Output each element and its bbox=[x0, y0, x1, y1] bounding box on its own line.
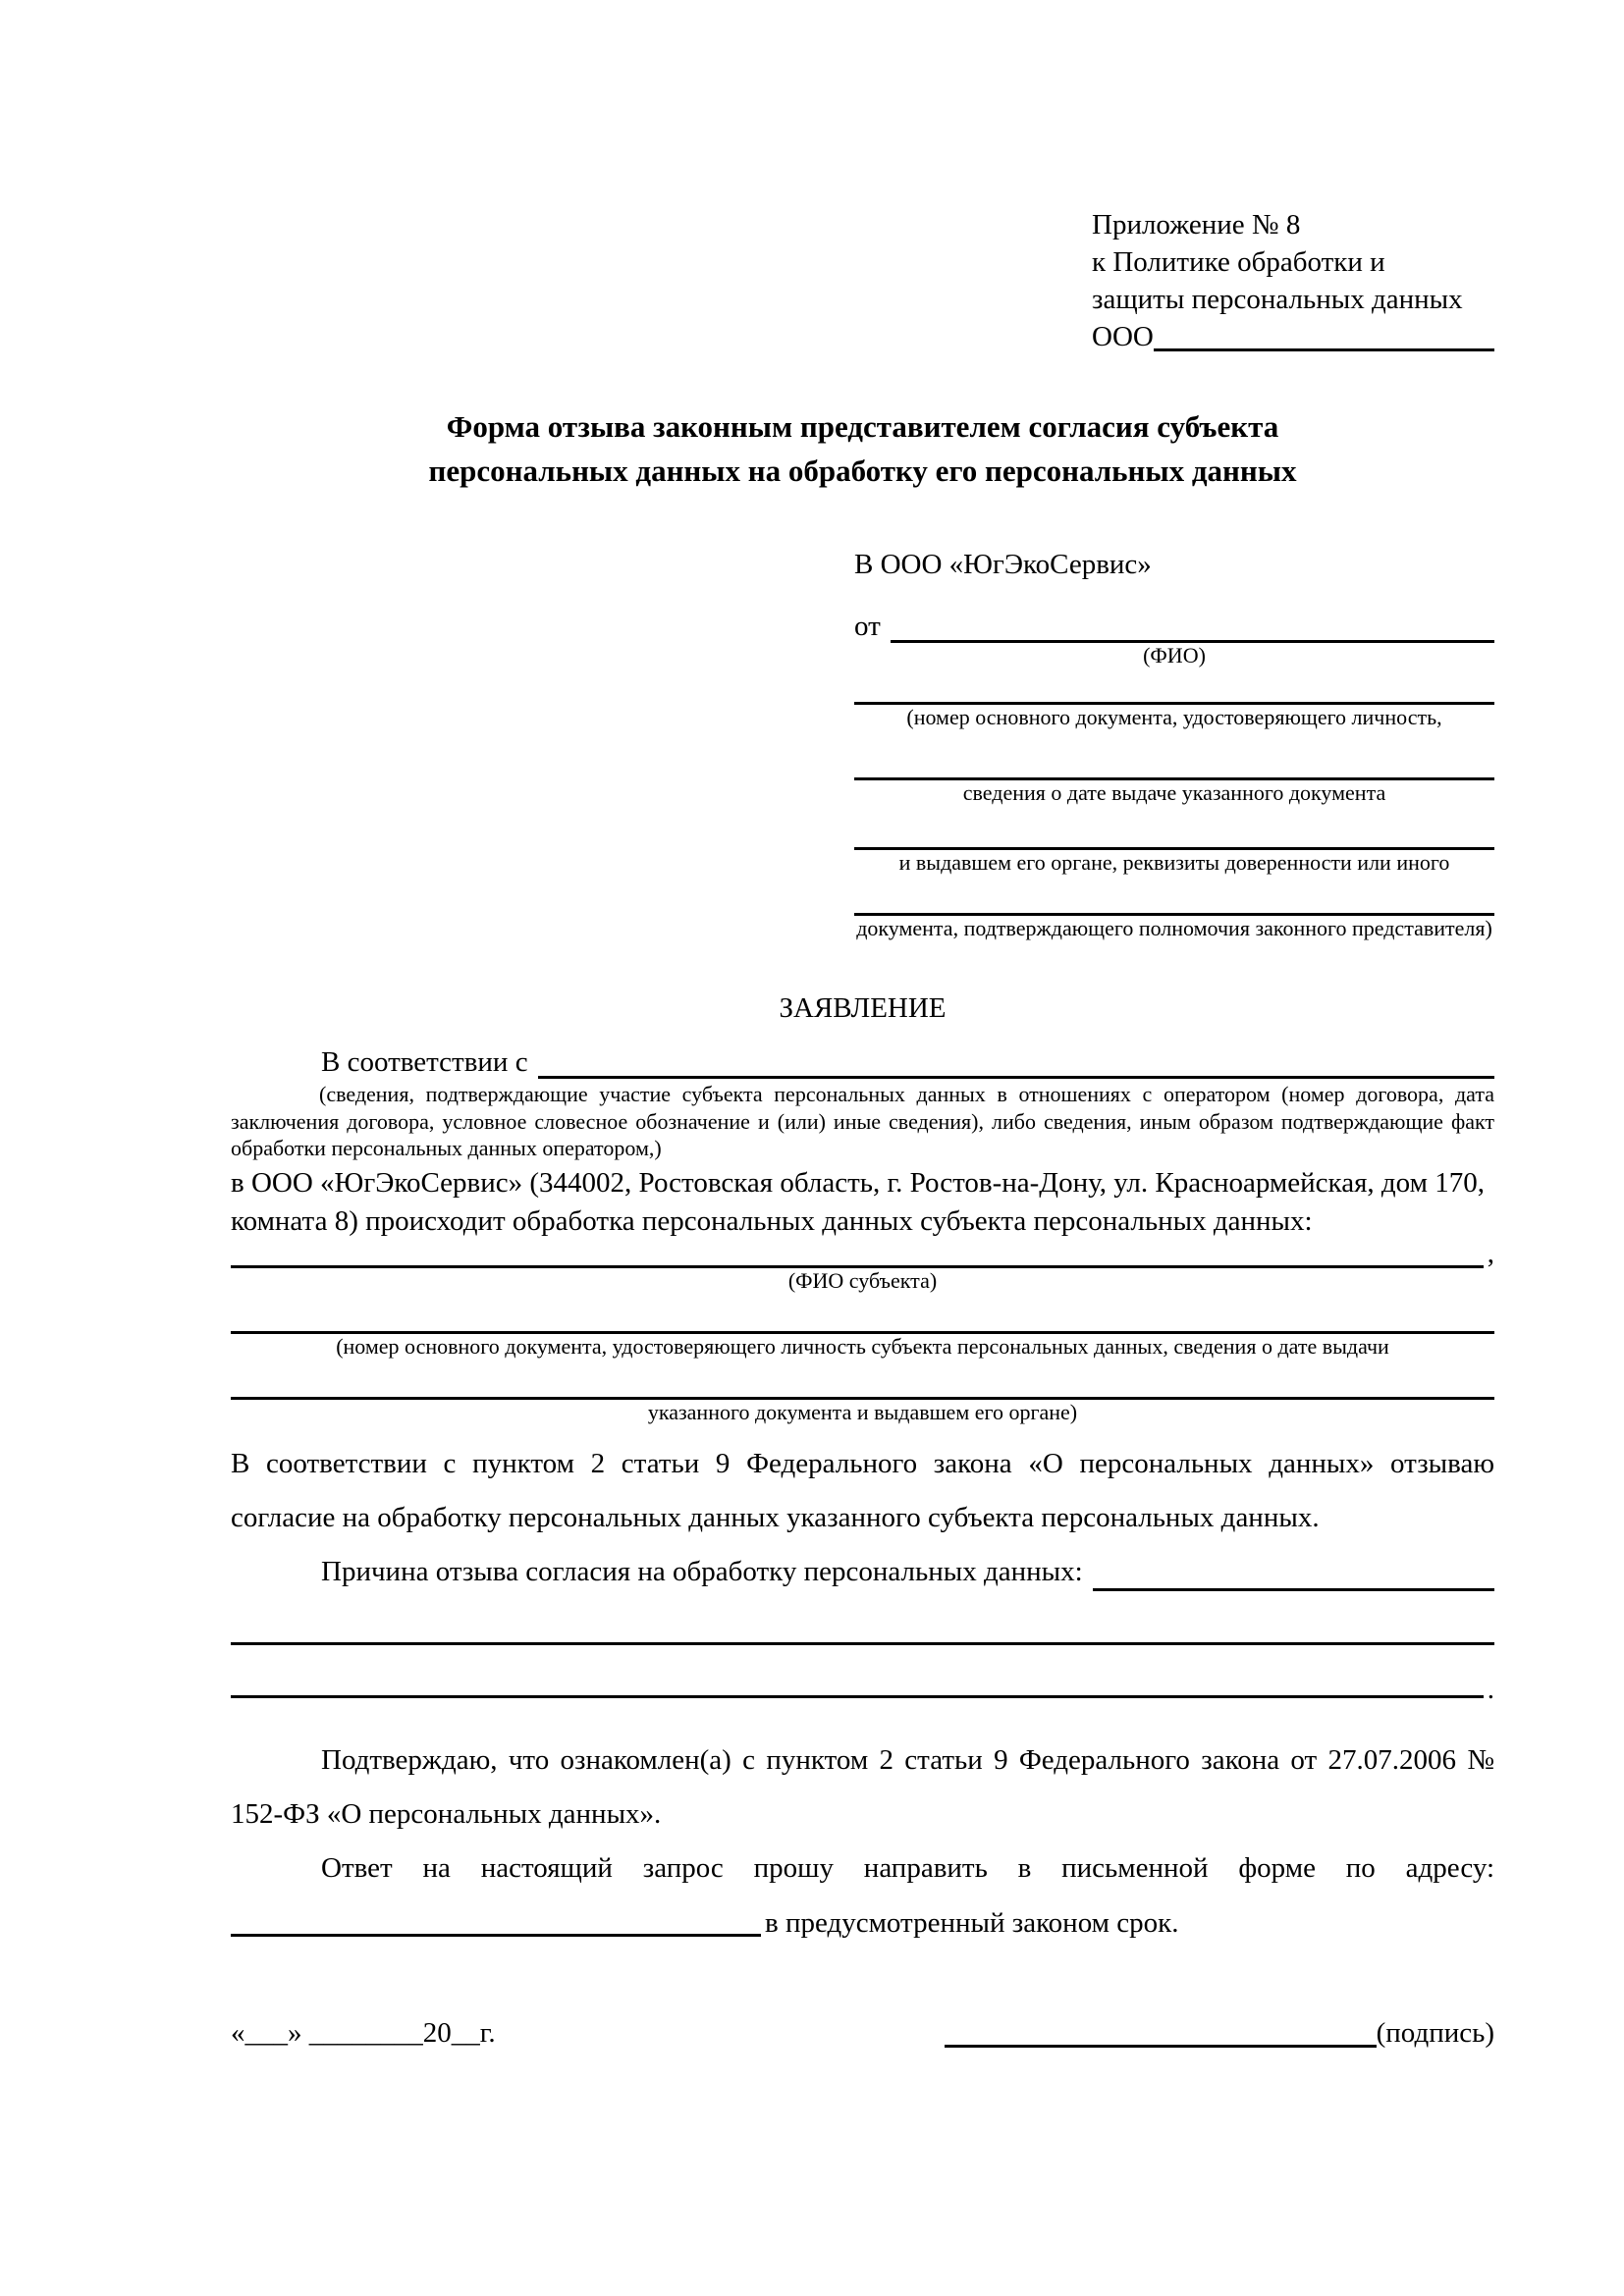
operator-paragraph: в ООО «ЮгЭкоСервис» (344002, Ростовская область, г. Ростов-на-Дону, ул. Красноармейская, дом 170, комната 8) происходит обработка персональных данных субъекта персональных данных: bbox=[231, 1166, 1485, 1237]
document-number-caption: (номер основного документа, удостоверяющего личность, bbox=[906, 705, 1442, 729]
signature-footer bbox=[231, 2011, 1494, 2055]
intro-label: В соответствии с bbox=[321, 1046, 528, 1078]
from-label: от bbox=[854, 611, 881, 642]
from-row bbox=[854, 608, 1494, 643]
subject-fio-row bbox=[231, 1237, 1494, 1269]
reply-address-blank-line bbox=[231, 1934, 761, 1937]
reply-paragraph: Ответ на настоящий запрос прошу направить в письменной форме по адресу: bbox=[321, 1851, 1494, 1884]
subject-fio-comma: , bbox=[1487, 1237, 1494, 1269]
appendix-block bbox=[1092, 206, 1494, 355]
document-title bbox=[231, 404, 1494, 493]
addressee-organization: В ООО «ЮгЭкоСервис» bbox=[854, 549, 1152, 580]
reason-row bbox=[231, 1545, 1494, 1599]
period-char: . bbox=[1487, 1673, 1494, 1705]
issue-date-blank-line bbox=[854, 730, 1494, 780]
reason-label: Причина отзыва согласия на обработку персональных данных: bbox=[321, 1555, 1083, 1587]
reason-continuation-row-2 bbox=[231, 1645, 1494, 1704]
subject-document-blank-line-2 bbox=[231, 1360, 1494, 1400]
subject-fio-caption: (ФИО субъекта) bbox=[787, 1267, 938, 1293]
fio-caption: (ФИО) bbox=[1143, 643, 1206, 667]
signature-area bbox=[945, 2011, 1494, 2055]
reply-address-row bbox=[231, 1896, 1494, 1943]
intro-blank-line bbox=[538, 1076, 1494, 1079]
signature-caption: (подпись) bbox=[1376, 2016, 1494, 2049]
reason-continuation-blank-line bbox=[231, 1599, 1494, 1645]
document-title-line: Форма отзыва законным представителем согласия субъекта bbox=[446, 409, 1279, 444]
issue-date-caption: сведения о дате выдаче указанного документа bbox=[962, 780, 1386, 805]
intro-footnote: (сведения, подтверждающие участие субъекта персональных данных в отношениях с оператором (номер договора, дата заключения договора, условное словесное обозначение и (или) иные сведения), либо сведения, иным образом подтверждающие факт обработки персональных данных оператором,) bbox=[231, 1082, 1494, 1160]
withdrawal-paragraph: В соответствии с пунктом 2 статьи 9 Федерального закона «О персональных данных» отзываю согласие на обработку персональных данных указанного субъекта персональных данных. bbox=[231, 1447, 1494, 1533]
confirmation-paragraph: Подтверждаю, что ознакомлен(а) с пунктом 2 статьи 9 Федерального закона от 27.07.2006 № 152-ФЗ «О персональных данных». bbox=[231, 1743, 1494, 1830]
reason-blank-line bbox=[1093, 1588, 1494, 1591]
reason-continuation-blank-line-2 bbox=[231, 1695, 1484, 1698]
document-title-line: персональных данных на обработку его персональных данных bbox=[428, 454, 1297, 488]
representative-authority-blank-line bbox=[854, 876, 1494, 916]
ooo-label: ООО bbox=[1092, 321, 1154, 352]
date-blank-text: «___» ________20__г. bbox=[231, 2016, 496, 2049]
subject-document-blank-line bbox=[231, 1294, 1494, 1334]
subject-document-caption-2: указанного документа и выдавшем его органе) bbox=[647, 1399, 1078, 1424]
reply-tail-text: в предусмотренный законом срок. bbox=[765, 1906, 1179, 1939]
ooo-name-blank-line bbox=[1154, 348, 1494, 351]
appendix-line: Приложение № 8 bbox=[1092, 209, 1301, 240]
signature-blank-line bbox=[945, 2045, 1377, 2048]
appendix-line: к Политике обработки и bbox=[1092, 246, 1385, 278]
appendix-ooo-row bbox=[1092, 318, 1494, 355]
representative-authority-caption: документа, подтверждающего полномочия законного представителя) bbox=[856, 916, 1492, 940]
document-number-blank-line bbox=[854, 668, 1494, 705]
issuing-authority-caption: и выдавшем его органе, реквизиты доверенности или иного bbox=[898, 850, 1450, 875]
subject-document-caption: (номер основного документа, удостоверяющего личность субъекта персональных данных, сведения о дате выдачи bbox=[336, 1333, 1389, 1359]
appendix-line: защиты персональных данных bbox=[1092, 284, 1463, 315]
statement-heading: ЗАЯВЛЕНИЕ bbox=[779, 992, 947, 1024]
intro-row bbox=[231, 1043, 1494, 1079]
issuing-authority-blank-line bbox=[854, 806, 1494, 850]
addressee-block bbox=[854, 547, 1494, 941]
